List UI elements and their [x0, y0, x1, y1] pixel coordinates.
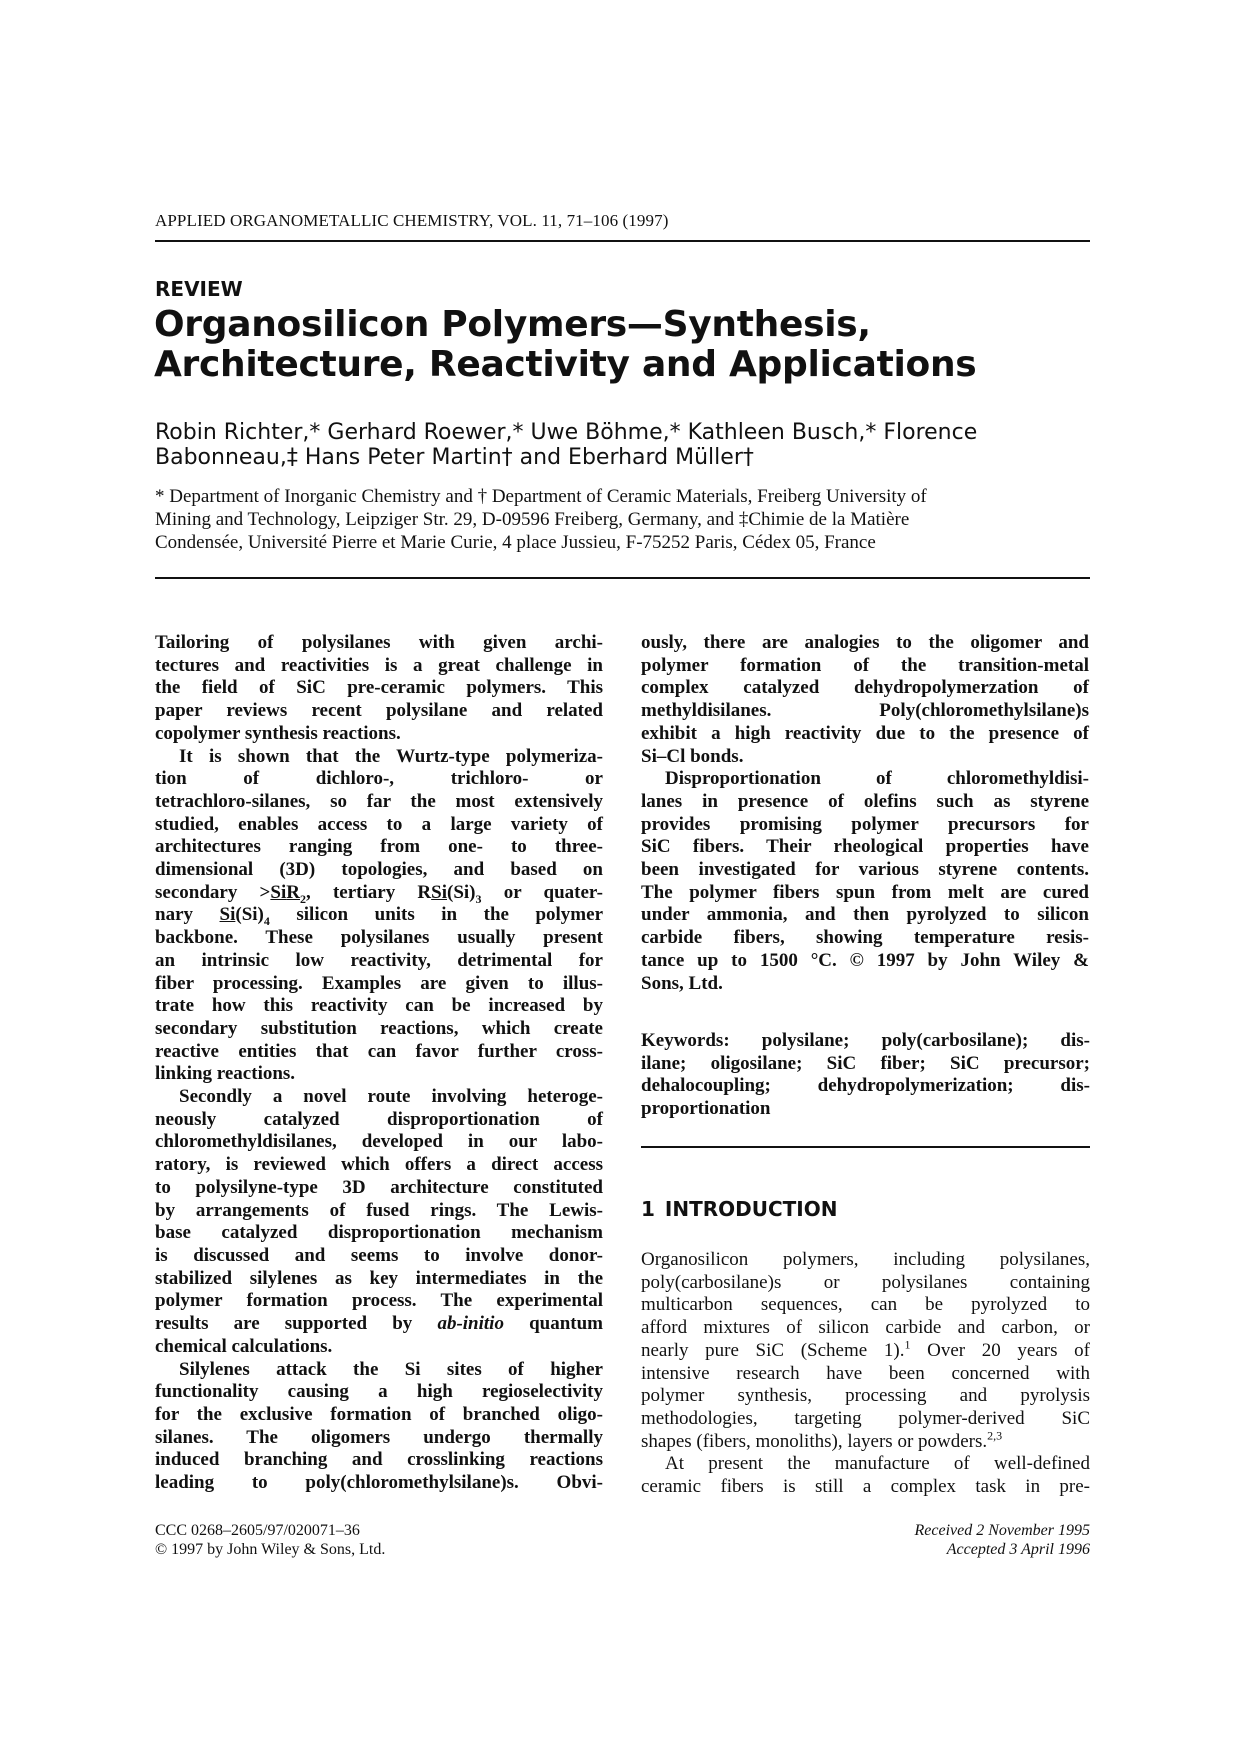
abstract-line: Sons, Ltd.	[641, 972, 723, 994]
body-line: poly(carbosilane)s or polysilanes containing	[641, 1271, 1090, 1293]
footer-copyright	[155, 1521, 385, 1559]
section-heading	[641, 1197, 838, 1221]
body-line: multicarbon sequences, can be pyrolyzed to	[641, 1294, 1090, 1316]
abstract-line: the field of SiC pre-ceramic polymers. This	[155, 677, 603, 699]
abstract-line: copolymer synthesis reactions.	[155, 722, 401, 744]
abstract-line: polymer formation process. The experimental	[155, 1290, 603, 1312]
abstract-line: stabilized silylenes as key intermediates in the	[155, 1267, 603, 1289]
body-line: afford mixtures of silicon carbide and carbon, or	[641, 1317, 1090, 1339]
affiliation-line: Mining and Technology, Leipziger Str. 29, D-09596 Freiberg, Germany, and ‡Chimie de la Matière	[155, 509, 910, 530]
abstract-line: provides promising polymer precursors for	[641, 813, 1089, 835]
abstract-line: secondary substitution reactions, which create	[155, 1017, 603, 1039]
accepted-date: Accepted 3 April 1996	[946, 1541, 1090, 1558]
abstract-line: complex catalyzed dehydropolymerzation of	[641, 677, 1089, 699]
abstract-line: studied, enables access to a large variety of	[155, 813, 603, 835]
abstract-line: SiC fibers. Their rheological properties have	[641, 836, 1089, 858]
abstract-line: dimensional (3D) topologies, and based on	[155, 859, 603, 881]
abstract-line: for the exclusive formation of branched oligo-	[155, 1403, 603, 1425]
section-title: INTRODUCTION	[664, 1197, 838, 1221]
abstract-line: silanes. The oligomers undergo thermally	[155, 1426, 603, 1448]
abstract-line: by arrangements of fused rings. The Lewis-	[155, 1199, 603, 1221]
body-line-with-citation: shapes (fibers, monoliths), layers or powders.$^{2,3}$	[641, 1428, 1003, 1452]
abstract-line: base catalyzed disproportionation mechanism	[155, 1222, 603, 1244]
title-line: Organosilicon Polymers—Synthesis,	[154, 304, 871, 345]
abstract-line: exhibit a high reactivity due to the presence of	[641, 722, 1089, 744]
citation: 2,3	[987, 1428, 1003, 1443]
abstract-line: reactive entities that can favor further cross-	[155, 1040, 603, 1062]
abstract-line: chloromethyldisilanes, developed in our labo-	[155, 1131, 603, 1153]
abstract-line-formula: secondary >SiR$_2$, tertiary $RSi(Si)_3$ or quater-	[155, 881, 603, 906]
abstract-line: carbide fibers, showing temperature resis-	[641, 927, 1089, 949]
section-number: 1	[641, 1197, 655, 1221]
abstract-line: architectures ranging from one- to three-	[155, 836, 603, 858]
affiliations	[155, 485, 1090, 554]
body-line: At present the manufacture of well-defined	[665, 1453, 1090, 1475]
ccc-code: CCC 0268–2605/97/020071–36	[155, 1522, 360, 1539]
citation: 1	[904, 1337, 911, 1352]
abstract-line-italic: results are supported by ab-initio quantum	[155, 1313, 603, 1335]
footer-dates	[790, 1521, 1090, 1559]
author-line: Babonneau,‡ Hans Peter Martin† and Eberhard Müller†	[155, 445, 754, 470]
article-type-label: REVIEW	[155, 277, 243, 301]
abstract-line: tance up to 1500 °C. © 1997 by John Wiley &	[641, 949, 1089, 971]
introduction-text	[641, 1249, 1090, 1499]
abstract-line: Tailoring of polysilanes with given archi-	[155, 632, 603, 653]
abstract-line: neously catalyzed disproportionation of	[155, 1108, 603, 1130]
affiliation-line: Condensée, Université Pierre et Marie Curie, 4 place Jussieu, F-75252 Paris, Cédex 05, France	[155, 532, 876, 553]
title-line: Architecture, Reactivity and Applications	[154, 344, 977, 385]
abstract-line: tectures and reactivities is a great challenge in	[155, 654, 603, 676]
abstract-line: functionality causing a high regioselectivity	[155, 1381, 603, 1403]
author-list	[155, 420, 1115, 470]
abstract-line-formula: nary $Si(Si)_4$ silicon units in the polymer	[155, 904, 604, 929]
keywords-line: Keywords: polysilane; poly(carbosilane); dis-	[641, 1030, 1090, 1051]
abstract-line: ously, there are analogies to the oligomer and	[641, 632, 1089, 653]
abstract-top-rule	[155, 577, 1090, 579]
abstract-line: is discussed and seems to involve donor-	[155, 1244, 603, 1266]
keywords	[641, 1030, 1090, 1121]
abstract-left-column	[155, 632, 603, 1495]
header-rule	[155, 240, 1090, 242]
abstract-line: under ammonia, and then pyrolyzed to silicon	[641, 904, 1089, 926]
abstract-line: The polymer fibers spun from melt are cured	[641, 881, 1089, 903]
abstract-line: Silylenes attack the Si sites of higher	[179, 1358, 603, 1380]
abstract-line: to polysilyne-type 3D architecture constituted	[155, 1176, 603, 1198]
article-title	[154, 305, 1114, 385]
abstract-line: leading to poly(chloromethylsilane)s. Obvi-	[155, 1472, 603, 1494]
affiliation-line: * Department of Inorganic Chemistry and † Department of Ceramic Materials, Freiberg University of	[155, 486, 927, 507]
abstract-line: an intrinsic low reactivity, detrimental for	[155, 949, 603, 971]
keywords-line: ilane; oligosilane; SiC fiber; SiC precursor;	[641, 1052, 1090, 1074]
abstract-line: fiber processing. Examples are given to illus-	[155, 972, 603, 994]
body-line: intensive research have been concerned with	[641, 1362, 1090, 1384]
body-line: ceramic fibers is still a complex task in pre-	[641, 1476, 1090, 1498]
abstract-line: Secondly a novel route involving heteroge-	[179, 1086, 603, 1108]
abstract-line: Disproportionation of chloromethyldisi-	[665, 768, 1089, 790]
body-line: polymer synthesis, processing and pyrolysis	[641, 1385, 1090, 1407]
abstract-line: Si–Cl bonds.	[641, 745, 744, 767]
body-line: methodologies, targeting polymer-derived SiC	[641, 1407, 1090, 1429]
keywords-rule	[641, 1146, 1090, 1148]
received-date: Received 2 November 1995	[914, 1522, 1090, 1539]
abstract-line: It is shown that the Wurtz-type polymeriza-	[179, 745, 603, 767]
body-line: Organosilicon polymers, including polysilanes,	[641, 1249, 1090, 1270]
abstract-line: polymer formation of the transition-metal	[641, 654, 1089, 676]
abstract-line: tetrachloro-silanes, so far the most extensively	[155, 790, 603, 812]
abstract-line: been investigated for various styrene contents.	[641, 859, 1089, 881]
abstract-line: chemical calculations.	[155, 1335, 333, 1357]
author-line: Robin Richter,* Gerhard Roewer,* Uwe Böhme,* Kathleen Busch,* Florence	[155, 420, 978, 445]
abstract-line: paper reviews recent polysilane and related	[155, 700, 603, 722]
running-header: APPLIED ORGANOMETALLIC CHEMISTRY, VOL. 11, 71–106 (1997)	[155, 211, 669, 230]
abstract-line: tion of dichloro-, trichloro- or	[155, 768, 603, 790]
abstract-line: backbone. These polysilanes usually present	[155, 927, 603, 949]
abstract-line: trate how this reactivity can be increased by	[155, 995, 603, 1017]
keywords-line: proportionation	[641, 1098, 771, 1120]
abstract-right-column	[641, 632, 1089, 995]
abstract-line: linking reactions.	[155, 1063, 296, 1085]
abstract-line: induced branching and crosslinking reactions	[155, 1449, 603, 1471]
copyright-line: © 1997 by John Wiley & Sons, Ltd.	[155, 1541, 386, 1558]
abstract-line: lanes in presence of olefins such as styrene	[641, 790, 1089, 812]
keywords-line: dehalocoupling; dehydropolymerization; dis-	[641, 1075, 1090, 1097]
body-line-with-citation: nearly pure SiC (Scheme 1).$^1$ Over 20 years of	[641, 1337, 1090, 1361]
abstract-line: methyldisilanes. Poly(chloromethylsilane)s	[641, 700, 1089, 722]
abstract-line: ratory, is reviewed which offers a direct access	[155, 1154, 603, 1176]
